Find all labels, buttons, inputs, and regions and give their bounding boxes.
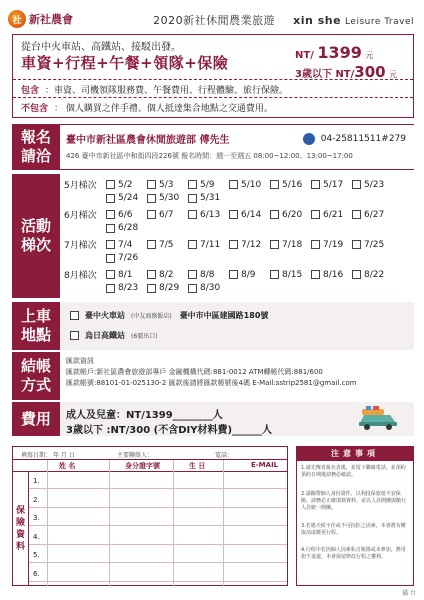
date-label: 5/16 [282, 179, 303, 190]
signup-side-1: 報名 [20, 128, 51, 146]
date-option[interactable] [311, 240, 352, 250]
date-option[interactable] [188, 270, 229, 280]
date-option[interactable] [229, 180, 270, 190]
date-checkbox[interactable] [147, 180, 156, 189]
date-option[interactable] [106, 240, 147, 250]
form-side-text: 保險資料 [15, 505, 25, 552]
date-list [106, 253, 147, 263]
date-label: 6/6 [118, 209, 133, 220]
date-label: 7/12 [241, 239, 262, 250]
form-side-label [13, 472, 29, 585]
boarding-taichung-label: 臺中火車站 [85, 311, 125, 320]
date-label: 7/25 [364, 239, 385, 250]
phone-number: 04-25811511#279 [320, 134, 406, 144]
form-row[interactable] [29, 547, 287, 563]
date-option[interactable] [147, 283, 188, 293]
payment-side-label [12, 352, 60, 400]
date-label: 5/24 [118, 193, 139, 203]
boarding-checkbox-taichung[interactable] [70, 311, 79, 320]
include-label: 包含 [21, 86, 40, 96]
month-row [64, 223, 147, 233]
date-checkbox[interactable] [106, 210, 115, 219]
payment-account: 匯款帳戶:新社區農會旅遊部專戶 金融機構代碼:881-0012 ATM轉帳代碼:881/600 [66, 368, 323, 376]
date-option[interactable] [147, 180, 188, 190]
date-checkbox[interactable] [188, 194, 197, 203]
date-label: 6/7 [159, 209, 174, 220]
date-option[interactable] [352, 270, 393, 280]
date-label: 8/2 [159, 269, 174, 280]
date-list [106, 240, 393, 250]
month-row [64, 268, 393, 281]
month-row [64, 238, 393, 251]
logo-mark: 社 [8, 10, 26, 28]
col-name: 姓 名 [59, 462, 76, 470]
date-checkbox[interactable] [106, 240, 115, 249]
month-row [64, 178, 393, 191]
date-checkbox[interactable] [311, 240, 320, 249]
date-label: 5/2 [118, 179, 133, 190]
notice-item: 2.請攜帶個人身份證件，以利投保旅遊平安保險，請務必正確填寫資料，並以人員開團與隨行人員統一開團。 [301, 491, 407, 511]
month-row [64, 193, 229, 203]
date-option[interactable] [188, 193, 229, 203]
form-row[interactable] [29, 492, 287, 508]
notice-item: 4.行程中若因個人因素私自脫隊或未參加，費用恕不退還，本會保留修改行程之權利。 [301, 547, 406, 560]
signup-side-label [12, 124, 60, 170]
date-checkbox[interactable] [106, 180, 115, 189]
row-number: 4. [33, 532, 40, 541]
date-checkbox[interactable] [229, 210, 238, 219]
payment-number: 匯款帳號:88101-01-025130-2 匯款後請將匯款帳號後4碼 E-Mail:sstrip2581@gmail.com [66, 379, 357, 387]
include-line [21, 83, 288, 96]
date-checkbox[interactable] [147, 194, 156, 203]
date-label: 8/29 [159, 283, 180, 293]
price-adult-value: 1399 [317, 43, 362, 62]
insurance-form [12, 446, 288, 586]
date-checkbox[interactable] [270, 270, 279, 279]
date-checkbox[interactable] [188, 270, 197, 279]
form-row[interactable] [29, 510, 287, 526]
car-illustration [356, 405, 400, 431]
date-option[interactable] [311, 270, 352, 280]
month-row [64, 253, 147, 263]
date-label: 8/16 [323, 269, 344, 280]
divider [13, 79, 413, 80]
boarding-side-label [12, 302, 60, 350]
date-label: 8/1 [118, 269, 133, 280]
notice-item: 1.請先傳真報名表後，並留下聯絡電話，並預約預約日期後請務必確認。 [301, 465, 406, 478]
date-label: 8/8 [200, 269, 215, 280]
month-row [64, 208, 393, 221]
row-number: 3. [33, 514, 40, 522]
date-label: 6/21 [323, 209, 344, 220]
date-checkbox[interactable] [270, 210, 279, 219]
row-number: 2. [33, 495, 40, 504]
phone-icon [303, 133, 315, 145]
price-child-label: 3歲以下 NT/ [295, 69, 355, 80]
date-option[interactable] [106, 270, 147, 280]
price-child-unit: 元 [389, 70, 398, 79]
boarding-section [60, 302, 414, 350]
date-option[interactable] [147, 193, 188, 203]
date-checkbox[interactable] [352, 180, 361, 189]
form-date-label: 填寫日期： 年 月 日 [21, 452, 75, 459]
date-option[interactable] [229, 210, 270, 220]
date-option[interactable] [147, 270, 188, 280]
include-text: ：車資、司機領隊服務費、午餐費用、行程體驗、旅行保險。 [45, 86, 289, 96]
exclude-text: ： 個人購買之伴手禮、個人抵達集合地點之交通費用。 [54, 104, 273, 114]
exclude-label: 不包含 [21, 104, 49, 114]
divider [13, 97, 413, 98]
activity-side-2: 梯次 [20, 236, 51, 254]
date-option[interactable] [352, 210, 393, 220]
footer-text: 備 台 [402, 590, 416, 597]
date-list [106, 283, 229, 293]
date-option[interactable] [270, 240, 311, 250]
date-option[interactable] [229, 270, 270, 280]
form-row[interactable] [29, 566, 287, 582]
payment-section [60, 352, 414, 400]
fee-section [60, 402, 414, 436]
page-header [8, 6, 418, 32]
date-checkbox[interactable] [229, 270, 238, 279]
date-option[interactable] [106, 283, 147, 293]
subtitle: 從台中火車站、高鐵站、接駁出發。 [21, 42, 181, 53]
date-checkbox[interactable] [352, 210, 361, 219]
date-option[interactable] [270, 180, 311, 190]
month-row [64, 283, 229, 293]
date-checkbox[interactable] [106, 224, 115, 233]
payment-side-2: 方式 [20, 376, 51, 394]
date-label: 8/30 [200, 283, 221, 293]
price-adult-label: NT/ [295, 50, 314, 61]
date-label: 5/30 [159, 193, 180, 203]
activity-section [60, 174, 414, 298]
logo [8, 8, 78, 30]
date-option[interactable] [270, 210, 311, 220]
date-list [106, 180, 393, 190]
date-checkbox[interactable] [352, 240, 361, 249]
date-option[interactable] [106, 180, 147, 190]
date-label: 7/18 [282, 239, 303, 250]
title-en: xin she [293, 14, 342, 27]
headline: 車資+行程+午餐+領隊+保險 [21, 54, 229, 72]
date-checkbox[interactable] [270, 240, 279, 249]
boarding-wuri-label: 烏日高鐵站 [85, 331, 125, 340]
payment-title: 匯款資訊 [66, 357, 94, 365]
date-label: 8/9 [241, 269, 256, 280]
date-label: 6/13 [200, 209, 221, 220]
page-title [153, 12, 414, 28]
date-checkbox[interactable] [311, 270, 320, 279]
date-checkbox[interactable] [311, 210, 320, 219]
date-label: 7/11 [200, 239, 221, 250]
notice-title: 注意事項 [297, 447, 413, 461]
date-label: 5/9 [200, 179, 215, 190]
form-row[interactable] [29, 473, 287, 489]
month-label: 8月梯次 [64, 271, 97, 281]
date-checkbox[interactable] [106, 270, 115, 279]
date-label: 7/5 [159, 239, 174, 250]
date-checkbox[interactable] [106, 194, 115, 203]
date-option[interactable] [270, 270, 311, 280]
exclude-line [21, 101, 273, 114]
signup-section [60, 124, 414, 170]
boarding-side-2: 地點 [20, 326, 51, 344]
boarding-taichung-note: (中友商務飯店) [131, 313, 172, 320]
date-checkbox[interactable] [106, 254, 115, 263]
date-checkbox[interactable] [106, 284, 115, 293]
signup-side-2: 請洽 [20, 147, 51, 165]
date-label: 6/28 [118, 223, 139, 233]
contact-phone [303, 133, 406, 145]
notice-box [296, 446, 414, 586]
price-child-value: 300 [354, 63, 386, 81]
date-option[interactable] [106, 210, 147, 220]
title-en-sub: Leisure Travel [345, 17, 414, 27]
date-checkbox[interactable] [188, 240, 197, 249]
fee-side: 費用 [20, 409, 51, 428]
form-column-header [13, 460, 287, 472]
fee-child: 3歲以下 :NT/300 (不含DIY材料費)______人 [66, 425, 273, 436]
date-label: 6/27 [364, 209, 385, 220]
date-checkbox[interactable] [229, 240, 238, 249]
boarding-side-1: 上車 [20, 307, 51, 325]
date-option[interactable] [352, 240, 393, 250]
date-label: 7/26 [118, 253, 139, 263]
activity-side-1: 活動 [20, 217, 51, 235]
activity-side-label [12, 174, 60, 298]
date-label: 7/4 [118, 239, 133, 250]
boarding-checkbox-wuri[interactable] [70, 331, 79, 340]
boarding-option-wuri[interactable] [70, 330, 158, 341]
date-checkbox[interactable] [188, 180, 197, 189]
date-option[interactable] [147, 210, 188, 220]
date-label: 6/14 [241, 209, 262, 220]
notice-item: 3.若遇天候不佳或不可抗拒之因素，本會將有權取消或變更行程。 [301, 523, 406, 536]
date-label: 5/3 [159, 179, 174, 190]
date-option[interactable] [106, 253, 147, 263]
contact-address: 426 臺中市新社區中和街四段226號 報名時間：週一至週五 08:00~12:00、13:00~17:00 [66, 152, 353, 160]
date-label: 5/17 [323, 179, 344, 190]
fee-adult: 成人及兒童：NT/1399________人 [66, 410, 223, 421]
boarding-wuri-note: (6號出口) [131, 333, 158, 340]
boarding-taichung-address: 臺中市中區建國路180號 [179, 311, 269, 320]
contact-name: 臺中市新社區農會休閒旅遊部 傅先生 [66, 135, 230, 146]
date-checkbox[interactable] [270, 180, 279, 189]
logo-text: 新社農會 [29, 13, 73, 26]
date-checkbox[interactable] [147, 270, 156, 279]
date-list [106, 223, 147, 233]
date-checkbox[interactable] [229, 180, 238, 189]
date-option[interactable] [188, 180, 229, 190]
month-label: 5月梯次 [64, 181, 97, 191]
boarding-option-taichung[interactable] [70, 310, 268, 321]
date-label: 8/22 [364, 269, 385, 280]
date-label: 5/10 [241, 179, 262, 190]
date-option[interactable] [311, 180, 352, 190]
date-list [106, 270, 393, 280]
row-number: 6. [33, 569, 40, 578]
col-birthday: 生 日 [189, 462, 206, 470]
col-id: 身分證字號 [125, 462, 160, 470]
fee-side-label [12, 402, 60, 436]
title-zh: 2020新社休閒農業旅遊 [153, 14, 276, 27]
date-checkbox[interactable] [147, 240, 156, 249]
price-adult-unit: 元 [365, 51, 374, 60]
row-number: 5. [33, 551, 40, 559]
date-option[interactable] [106, 223, 147, 233]
date-checkbox[interactable] [147, 284, 156, 293]
date-checkbox[interactable] [188, 284, 197, 293]
date-checkbox[interactable] [352, 270, 361, 279]
price-box [295, 41, 407, 81]
summary-box [12, 34, 414, 118]
payment-side-1: 結帳 [20, 357, 51, 375]
form-contact-label: 主要聯絡人： [117, 452, 154, 459]
row-number: 1. [33, 477, 40, 485]
form-row[interactable] [29, 529, 287, 545]
form-phone-label: 電話： [215, 452, 234, 459]
month-label: 6月梯次 [64, 211, 97, 221]
date-option[interactable] [188, 210, 229, 220]
date-option[interactable] [188, 240, 229, 250]
date-option[interactable] [229, 240, 270, 250]
date-option[interactable] [188, 283, 229, 293]
month-label: 7月梯次 [64, 241, 97, 251]
date-option[interactable] [352, 180, 393, 190]
date-label: 5/31 [200, 193, 221, 203]
price-adult [295, 43, 373, 62]
date-checkbox[interactable] [147, 210, 156, 219]
date-label: 7/19 [323, 239, 344, 250]
payment-info [66, 356, 356, 389]
date-checkbox[interactable] [311, 180, 320, 189]
date-option[interactable] [311, 210, 352, 220]
date-checkbox[interactable] [188, 210, 197, 219]
date-list [106, 193, 229, 203]
date-list [106, 210, 393, 220]
date-label: 8/15 [282, 269, 303, 280]
date-label: 8/23 [118, 283, 139, 293]
date-option[interactable] [106, 193, 147, 203]
date-label: 5/23 [364, 179, 385, 190]
col-email: E-MAIL [251, 461, 279, 469]
form-header [13, 447, 287, 460]
date-option[interactable] [147, 240, 188, 250]
date-label: 6/20 [282, 209, 303, 220]
